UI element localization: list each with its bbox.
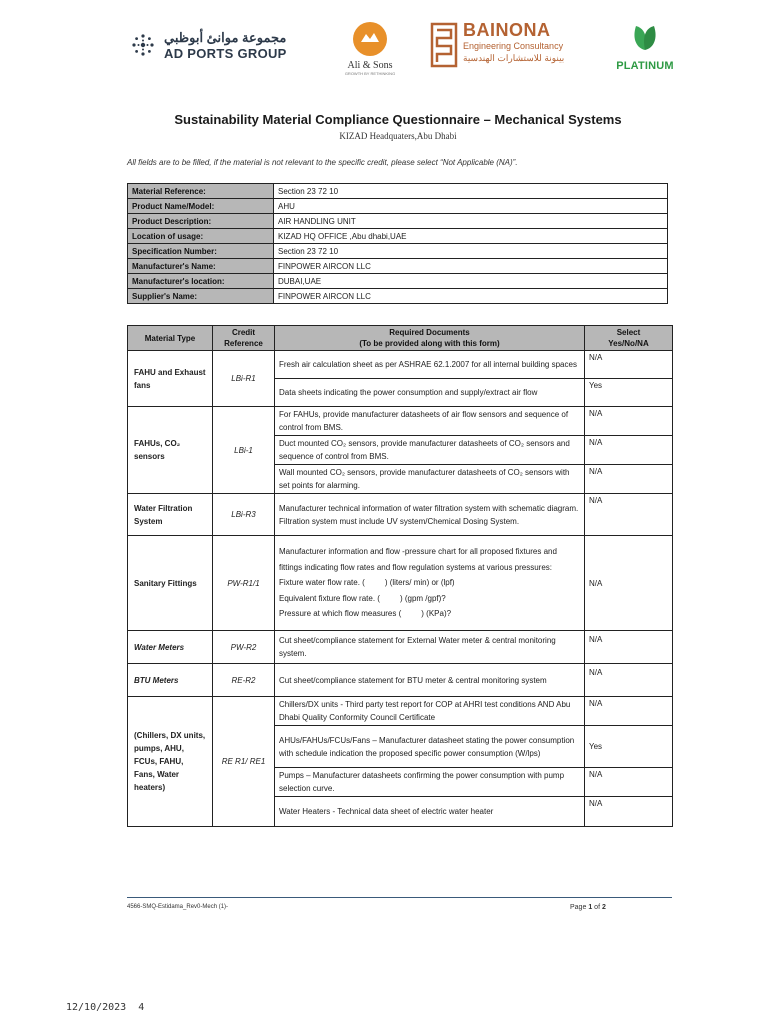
adports-english-name: AD PORTS GROUP <box>164 46 287 61</box>
leaf-icon <box>630 20 660 52</box>
footer-filename: 4566-SMQ-Estidama_Rev0-Mech (1)- <box>127 904 229 910</box>
material-type: FAHUs, CO₂ sensors <box>128 407 213 494</box>
footer-divider <box>127 897 672 898</box>
info-label: Specification Number: <box>128 244 274 259</box>
info-value: Section 23 72 10 <box>274 244 668 259</box>
material-type: Sanitary Fittings <box>128 536 213 631</box>
table-row <box>128 697 673 726</box>
equivalent-flow-line: Equivalent fixture flow rate. ( ) (gpm /gpf)? <box>279 593 446 603</box>
alisons-tagline: GROWTH BY RETHINKING <box>344 71 396 76</box>
logo-bar <box>0 10 768 80</box>
table-row <box>128 536 673 631</box>
info-label: Location of usage: <box>128 229 274 244</box>
select-value[interactable]: N/A <box>585 465 673 494</box>
info-label: Product Name/Model: <box>128 199 274 214</box>
required-document: AHUs/FAHUs/FCUs/Fans – Manufacturer datasheet stating the power consumption with schedule indication the proposed specific power consumption (W/lps) <box>275 726 585 768</box>
pressure-line: Pressure at which flow measures ( ) (KPa)? <box>279 609 452 619</box>
info-value: FINPOWER AIRCON LLC <box>274 289 668 304</box>
info-label: Material Reference: <box>128 184 274 199</box>
select-value[interactable]: N/A <box>585 494 673 536</box>
bainona-mark-icon <box>430 22 458 68</box>
footer-page-number: Page 1 of 2 <box>570 904 606 911</box>
required-document: Wall mounted CO₂ sensors, provide manufacturer datasheets of CO₂ sensors with set points for alarming. <box>275 465 585 494</box>
required-document: Cut sheet/compliance statement for External Water meter & central monitoring system. <box>275 631 585 664</box>
print-number: 4 <box>138 1002 145 1013</box>
document-title: Sustainability Material Compliance Questionnaire – Mechanical Systems <box>174 112 622 127</box>
info-label: Manufacturer's location: <box>128 274 274 289</box>
bainona-name: BAINONA <box>463 20 551 40</box>
select-value[interactable]: N/A <box>585 797 673 827</box>
alisons-name: Ali & Sons <box>347 60 393 71</box>
table-row <box>128 244 668 259</box>
platinum-label: PLATINUM <box>616 60 674 72</box>
compliance-table <box>127 325 673 827</box>
credit-reference: PW-R1/1 <box>213 536 275 631</box>
select-value[interactable]: N/A <box>585 436 673 465</box>
info-value: DUBAI,UAE <box>274 274 668 289</box>
table-row <box>128 664 673 697</box>
header-credit-reference: Credit Reference <box>213 326 275 351</box>
header-select: Select Yes/No/NA <box>585 326 673 351</box>
table-row <box>128 214 668 229</box>
platinum-logo <box>610 20 680 72</box>
required-document: Manufacturer technical information of water filtration system with schematic diagram. Filtration system must include UV system/Chemical Dosing System. <box>275 494 585 536</box>
product-info-table <box>127 183 668 304</box>
credit-reference: LBi-R3 <box>213 494 275 536</box>
info-value: AHU <box>274 199 668 214</box>
table-row <box>128 494 673 536</box>
material-type: BTU Meters <box>128 664 213 697</box>
select-value[interactable]: N/A <box>585 351 673 379</box>
select-value[interactable]: Yes <box>585 726 673 768</box>
table-row <box>128 631 673 664</box>
info-label: Manufacturer's Name: <box>128 259 274 274</box>
table-row <box>128 229 668 244</box>
bainona-subtitle: Engineering Consultancy <box>463 41 564 51</box>
select-value[interactable]: N/A <box>585 664 673 697</box>
print-date: 12/10/2023 <box>66 1002 127 1013</box>
table-header-row <box>128 326 673 351</box>
table-row <box>128 407 673 436</box>
bainona-arabic: بينونة للاستشارات الهندسية <box>463 53 565 63</box>
material-type: (Chillers, DX units, pumps, AHU, FCUs, FAHU, Fans, Water heaters) <box>128 697 213 827</box>
header-material-type: Material Type <box>128 326 213 351</box>
alisons-logo <box>338 22 402 76</box>
adports-arabic-name: مجموعة موانئ أبوظبي <box>164 30 287 45</box>
credit-reference: LBi-1 <box>213 407 275 494</box>
material-type: Water Filtration System <box>128 494 213 536</box>
info-value: Section 23 72 10 <box>274 184 668 199</box>
instruction-note: All fields are to be filled, if the material is not relevant to the specific credit, please select “Not Applicable (NA)”. <box>127 158 518 167</box>
select-value[interactable]: N/A <box>585 536 673 631</box>
header-required-documents: Required Documents (To be provided along with this form) <box>275 326 585 351</box>
required-document: Data sheets indicating the power consumption and supply/extract air flow <box>275 379 585 407</box>
credit-reference: LBi-R1 <box>213 351 275 407</box>
required-document: Cut sheet/compliance statement for BTU meter & central monitoring system <box>275 664 585 697</box>
table-row <box>128 274 668 289</box>
alisons-emblem-icon <box>353 22 387 56</box>
table-row <box>128 259 668 274</box>
flow-rate-line: Fixture water flow rate. ( ) (liters/ min) or (lpf) <box>279 578 455 588</box>
table-row <box>128 199 668 214</box>
select-value[interactable]: N/A <box>585 697 673 726</box>
select-value[interactable]: N/A <box>585 407 673 436</box>
required-document: Duct mounted CO₂ sensors, provide manufacturer datasheets of CO₂ sensors and sequence of control from BMS. <box>275 436 585 465</box>
required-document <box>275 536 585 631</box>
credit-reference: RE-R2 <box>213 664 275 697</box>
info-value: AIR HANDLING UNIT <box>274 214 668 229</box>
info-label: Supplier's Name: <box>128 289 274 304</box>
select-value[interactable]: Yes <box>585 379 673 407</box>
required-document: For FAHUs, provide manufacturer datasheets of air flow sensors and sequence of control from BMS. <box>275 407 585 436</box>
print-stamp <box>66 1002 144 1013</box>
sanitary-doc-intro: Manufacturer information and flow -pressure chart for all proposed fixtures and fittings indicating flow rates and flow regulation systems at various pressures: <box>279 547 557 572</box>
required-document: Chillers/DX units - Third party test report for COP at AHRI test conditions AND Abu Dhabi Quality Conformity Council Certificate <box>275 697 585 726</box>
table-row <box>128 184 668 199</box>
required-document: Pumps – Manufacturer datasheets confirming the power consumption with pump selection curve. <box>275 768 585 797</box>
credit-reference: RE R1/ RE1 <box>213 697 275 827</box>
required-document: Fresh air calculation sheet as per ASHRAE 62.1.2007 for all internal building spaces <box>275 351 585 379</box>
document-subtitle: KIZAD Headquaters,Abu Dhabi <box>339 131 457 141</box>
info-value: FINPOWER AIRCON LLC <box>274 259 668 274</box>
material-type: FAHU and Exhaust fans <box>128 351 213 407</box>
select-value[interactable]: N/A <box>585 768 673 797</box>
select-value[interactable]: N/A <box>585 631 673 664</box>
info-label: Product Description: <box>128 214 274 229</box>
required-document: Water Heaters - Technical data sheet of electric water heater <box>275 797 585 827</box>
info-value: KIZAD HQ OFFICE ,Abu dhabi,UAE <box>274 229 668 244</box>
adports-star-icon <box>130 32 156 58</box>
table-row <box>128 289 668 304</box>
credit-reference: PW-R2 <box>213 631 275 664</box>
table-row <box>128 351 673 379</box>
material-type: Water Meters <box>128 631 213 664</box>
